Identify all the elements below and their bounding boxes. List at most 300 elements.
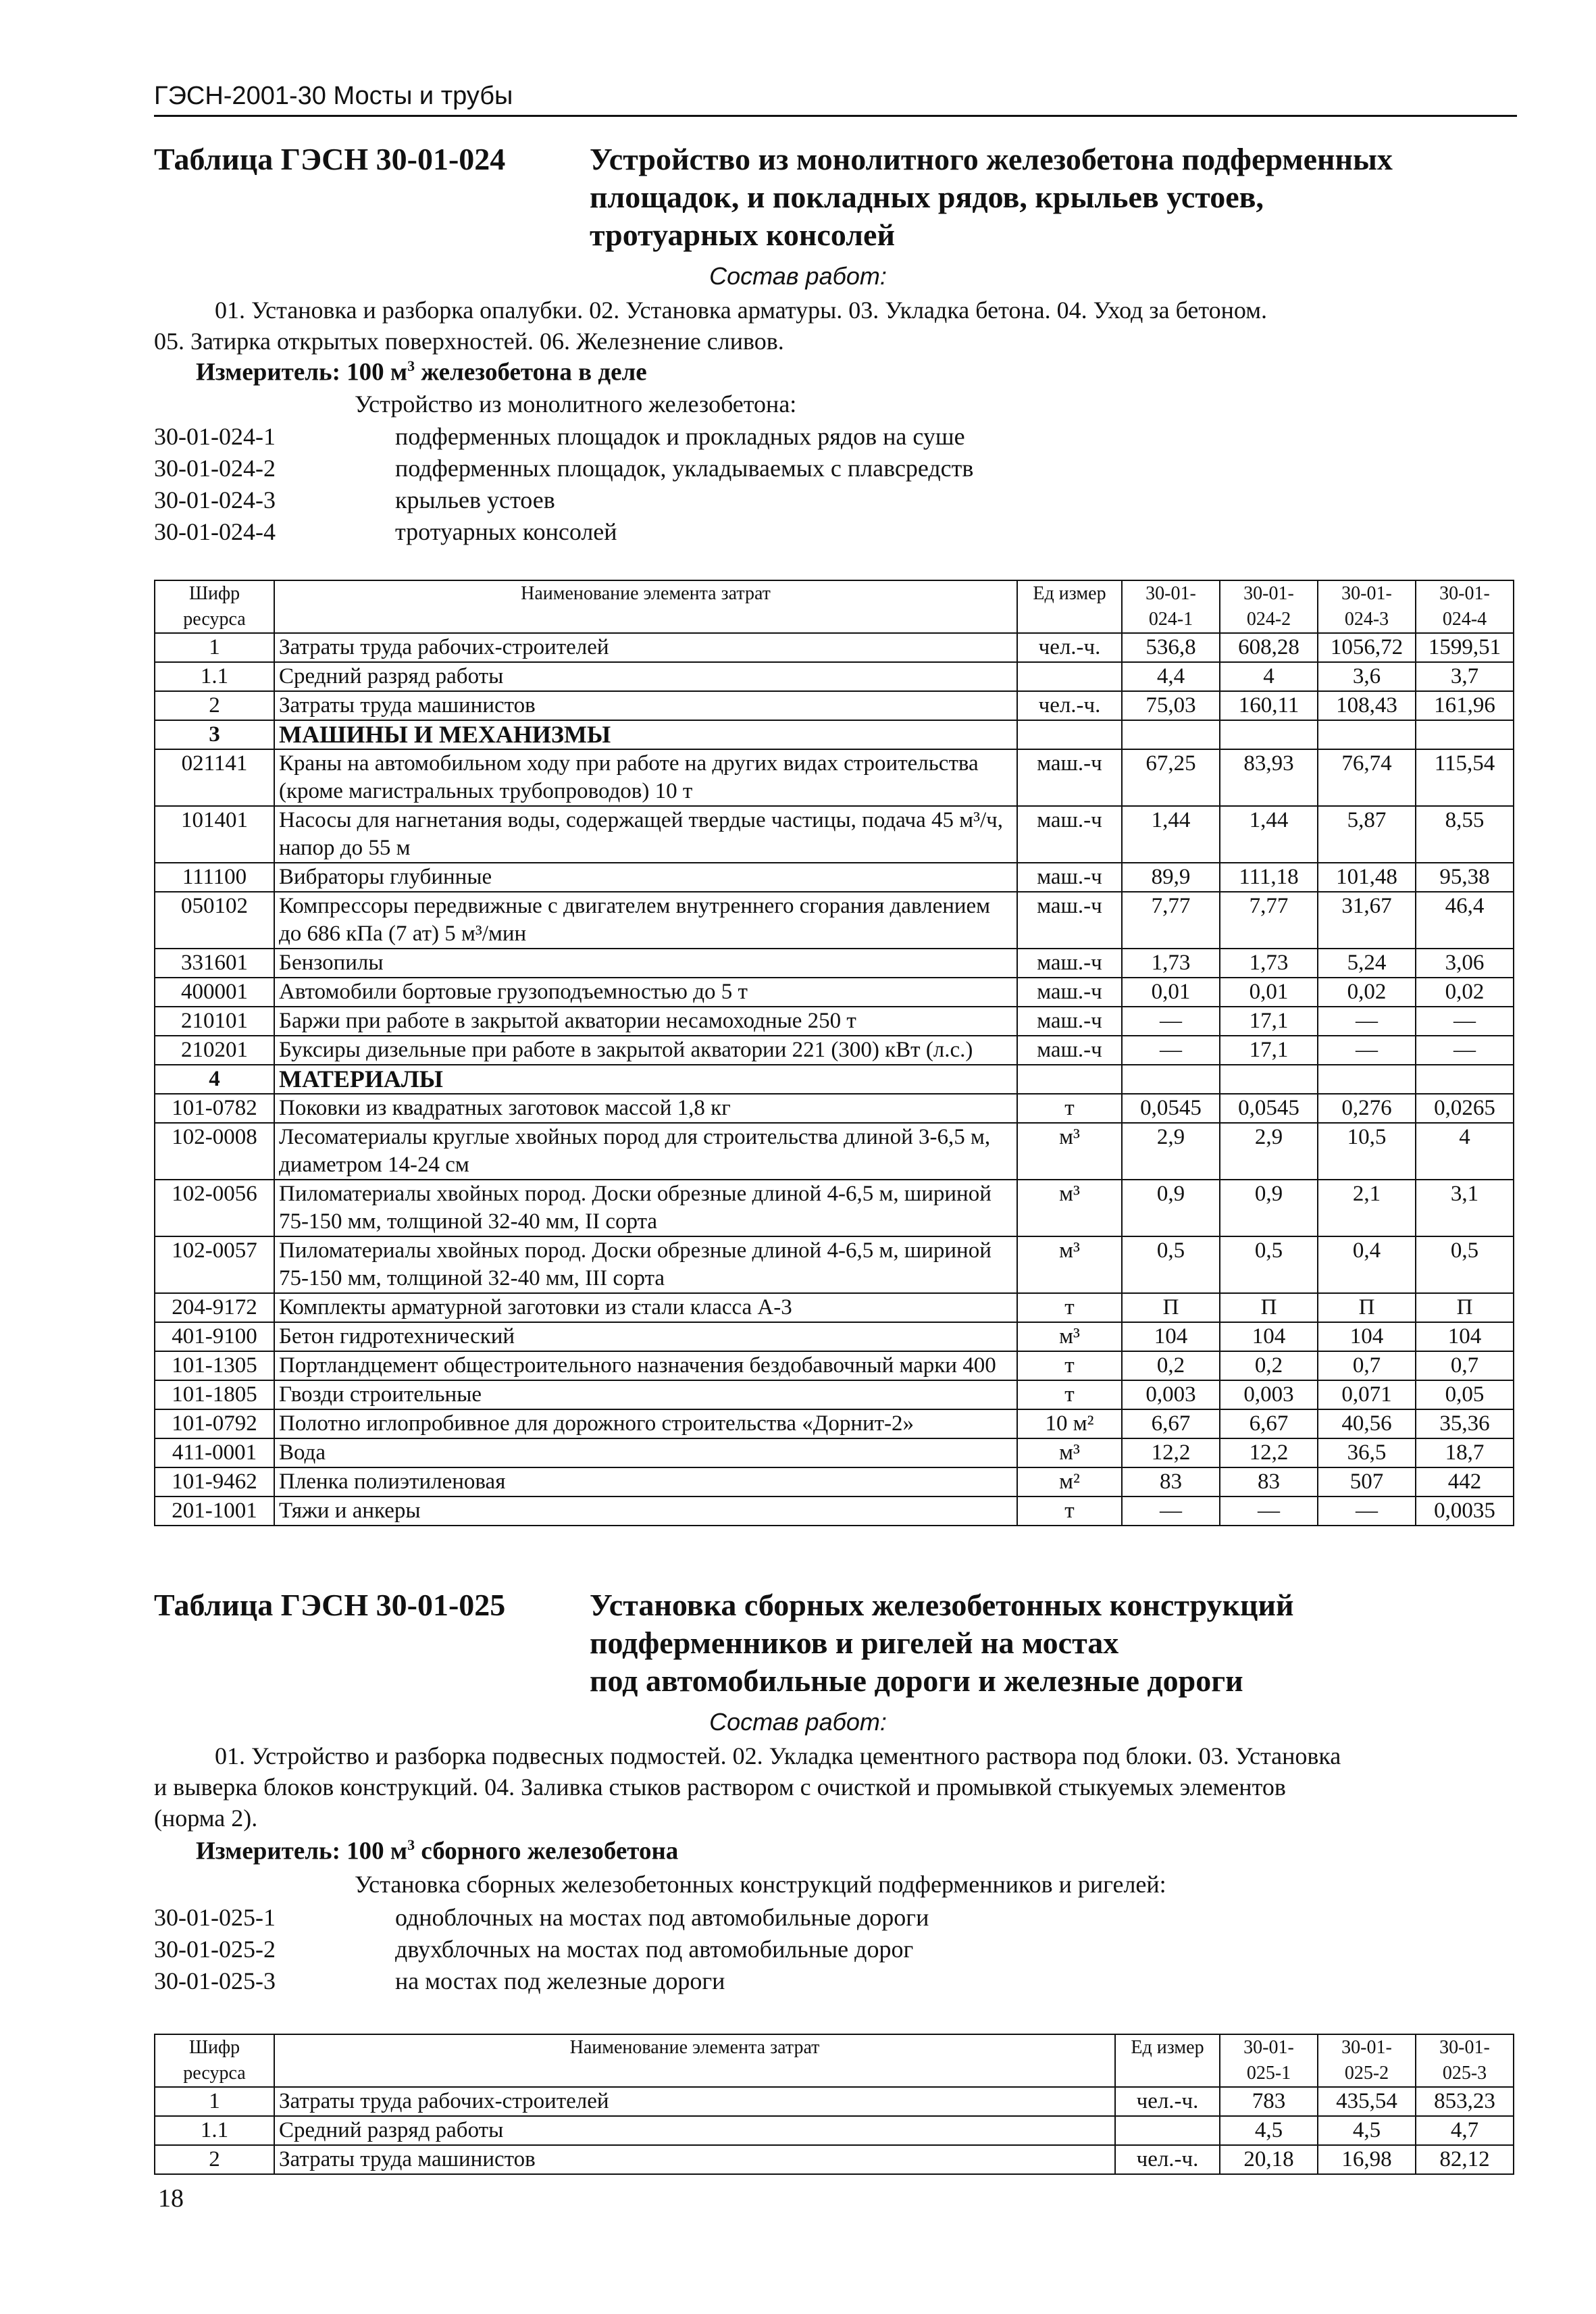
value-cell: 4,7 xyxy=(1416,2116,1514,2145)
value-cell: 108,43 xyxy=(1318,691,1416,720)
value-cell: 0,9 xyxy=(1220,1180,1318,1236)
header-col xyxy=(1122,580,1220,633)
table-row xyxy=(155,1351,1514,1380)
value-cell: 160,11 xyxy=(1220,691,1318,720)
value-cell: — xyxy=(1220,1496,1318,1526)
value-cell: 1056,72 xyxy=(1318,633,1416,662)
unit-cell: чел.-ч. xyxy=(1017,633,1122,662)
value-cell: 7,77 xyxy=(1220,892,1318,949)
value-cell: — xyxy=(1416,1007,1514,1036)
value-cell: 104 xyxy=(1220,1322,1318,1351)
value-cell: 83 xyxy=(1220,1467,1318,1496)
value-cell: 4 xyxy=(1416,1123,1514,1180)
header-name: Наименование элемента затрат xyxy=(274,580,1017,633)
table2-sostav: Состав работ: xyxy=(709,1708,887,1736)
value-cell: 101,48 xyxy=(1318,863,1416,892)
resource-code: 210201 xyxy=(155,1036,274,1065)
header-col-l2: 025-1 xyxy=(1246,2063,1291,2084)
value-cell: 1,73 xyxy=(1122,949,1220,978)
resource-code: 102-0056 xyxy=(155,1180,274,1236)
cost-element-name: Портландцемент общестроительного назначения бездобавочный марки 400 xyxy=(274,1351,1017,1380)
resource-code: 4 xyxy=(155,1065,274,1094)
section-title: МАШИНЫ И МЕХАНИЗМЫ xyxy=(274,720,1017,749)
header-code-l2: ресурса xyxy=(183,609,246,630)
value-cell: 111,18 xyxy=(1220,863,1318,892)
value-cell xyxy=(1220,1065,1318,1094)
table1-sostav: Состав работ: xyxy=(709,262,887,290)
table1-measure xyxy=(196,357,647,386)
header-col-l1: 30-01- xyxy=(1243,2037,1294,2058)
unit-cell: маш.-ч xyxy=(1017,1007,1122,1036)
table1-works-line: 05. Затирка открытых поверхностей. 06. Железнение сливов. xyxy=(154,328,784,355)
table1-caption xyxy=(590,141,1535,254)
unit-cell: маш.-ч xyxy=(1017,1036,1122,1065)
table2-caption-line: Установка сборных железобетонных конструкций xyxy=(590,1588,1294,1622)
value-cell: — xyxy=(1122,1036,1220,1065)
resource-code: 101-1805 xyxy=(155,1380,274,1409)
unit-cell: т xyxy=(1017,1496,1122,1526)
resource-code: 102-0057 xyxy=(155,1236,274,1293)
unit-cell xyxy=(1017,720,1122,749)
resource-code: 050102 xyxy=(155,892,274,949)
value-cell: П xyxy=(1122,1293,1220,1322)
value-cell: 17,1 xyxy=(1220,1036,1318,1065)
value-cell: 0,003 xyxy=(1122,1380,1220,1409)
value-cell: 0,01 xyxy=(1122,978,1220,1007)
value-cell: 40,56 xyxy=(1318,1409,1416,1438)
unit-cell: т xyxy=(1017,1094,1122,1123)
code: 30-01-025-1 xyxy=(154,1904,276,1931)
value-cell: 608,28 xyxy=(1220,633,1318,662)
header-col-l2: 025-2 xyxy=(1344,2063,1389,2084)
cost-element-name: Насосы для нагнетания воды, содержащей твердые частицы, подача 45 м³/ч, напор до 55 м xyxy=(274,806,1017,863)
resource-code: 3 xyxy=(155,720,274,749)
table1-measure-sup: 3 xyxy=(407,357,415,374)
header-col-l1: 30-01- xyxy=(1439,2037,1490,2058)
resource-code: 210101 xyxy=(155,1007,274,1036)
value-cell: — xyxy=(1122,1007,1220,1036)
code: 30-01-025-3 xyxy=(154,1967,276,1994)
unit-cell: чел.-ч. xyxy=(1115,2145,1220,2174)
table2-measure-sup: 3 xyxy=(407,1836,415,1853)
table1-caption-line: тротуарных консолей xyxy=(590,218,895,252)
header-col-l1: 30-01- xyxy=(1243,583,1294,604)
resource-code: 101-1305 xyxy=(155,1351,274,1380)
value-cell: 7,77 xyxy=(1122,892,1220,949)
cost-element-name: Бетон гидротехнический xyxy=(274,1322,1017,1351)
table-row xyxy=(155,1380,1514,1409)
value-cell: 20,18 xyxy=(1220,2145,1318,2174)
resource-code: 101-0792 xyxy=(155,1409,274,1438)
value-cell: 161,96 xyxy=(1416,691,1514,720)
value-cell xyxy=(1318,720,1416,749)
table-row xyxy=(155,749,1514,806)
unit-cell: маш.-ч xyxy=(1017,892,1122,949)
table1-grid xyxy=(154,580,1514,1526)
value-cell: 36,5 xyxy=(1318,1438,1416,1467)
value-cell: 0,071 xyxy=(1318,1380,1416,1409)
value-cell: 8,55 xyxy=(1416,806,1514,863)
value-cell: П xyxy=(1318,1293,1416,1322)
header-col xyxy=(1220,2034,1318,2087)
table-row xyxy=(155,1094,1514,1123)
value-cell: 0,5 xyxy=(1122,1236,1220,1293)
table-row xyxy=(155,978,1514,1007)
value-cell: 83 xyxy=(1122,1467,1220,1496)
table-row xyxy=(155,1293,1514,1322)
value-cell: — xyxy=(1318,1496,1416,1526)
table2-caption xyxy=(590,1586,1535,1700)
table-row xyxy=(155,691,1514,720)
header-col xyxy=(1318,580,1416,633)
resource-code: 401-9100 xyxy=(155,1322,274,1351)
table-row xyxy=(155,1180,1514,1236)
table2-measure xyxy=(196,1836,678,1865)
table2-works-line: и выверка блоков конструкций. 04. Заливка стыков раствором с очисткой и промывкой стыкуемых элементов xyxy=(154,1774,1286,1801)
value-cell: 853,23 xyxy=(1416,2087,1514,2116)
header-unit: Ед измер xyxy=(1017,580,1122,633)
table2-label: Таблица ГЭСН 30-01-025 xyxy=(154,1588,506,1622)
resource-code: 101401 xyxy=(155,806,274,863)
table-row xyxy=(155,1438,1514,1467)
unit-cell xyxy=(1017,1065,1122,1094)
cost-element-name: Пленка полиэтиленовая xyxy=(274,1467,1017,1496)
value-cell xyxy=(1416,720,1514,749)
value-cell: 0,003 xyxy=(1220,1380,1318,1409)
table1-measure-suffix: железобетона в деле xyxy=(415,358,647,386)
value-cell: 95,38 xyxy=(1416,863,1514,892)
code-desc: одноблочных на мостах под автомобильные дороги xyxy=(395,1904,929,1931)
resource-code: 101-0782 xyxy=(155,1094,274,1123)
code: 30-01-024-3 xyxy=(154,486,276,513)
cost-element-name: Гвозди строительные xyxy=(274,1380,1017,1409)
cost-element-name: Затраты труда рабочих-строителей xyxy=(274,2087,1115,2116)
code-desc: крыльев устоев xyxy=(395,486,555,513)
header-col-l2: 024-2 xyxy=(1246,609,1291,630)
unit-cell: м³ xyxy=(1017,1236,1122,1293)
resource-code: 2 xyxy=(155,2145,274,2174)
resource-code: 1 xyxy=(155,2087,274,2116)
value-cell: 3,06 xyxy=(1416,949,1514,978)
table2-measure-prefix: Измеритель: 100 м xyxy=(196,1837,408,1865)
table-row xyxy=(155,662,1514,691)
header-code xyxy=(155,2034,274,2087)
table2-works-line: (норма 2). xyxy=(154,1805,258,1832)
table2-caption-line: подферменников и ригелей на мостах xyxy=(590,1626,1119,1660)
value-cell: 0,276 xyxy=(1318,1094,1416,1123)
unit-cell: маш.-ч xyxy=(1017,749,1122,806)
value-cell: 4,4 xyxy=(1122,662,1220,691)
value-cell: 0,02 xyxy=(1416,978,1514,1007)
value-cell: 76,74 xyxy=(1318,749,1416,806)
table-row xyxy=(155,2087,1514,2116)
value-cell: П xyxy=(1220,1293,1318,1322)
table2-works xyxy=(154,1740,1517,1834)
value-cell: 0,4 xyxy=(1318,1236,1416,1293)
value-cell: 31,67 xyxy=(1318,892,1416,949)
resource-code: 1.1 xyxy=(155,2116,274,2145)
table2-works-line: 01. Устройство и разборка подвесных подмостей. 02. Укладка цементного раствора под блоки. 03. Установка xyxy=(215,1742,1341,1769)
value-cell: 104 xyxy=(1122,1322,1220,1351)
value-cell: 0,7 xyxy=(1416,1351,1514,1380)
value-cell: 18,7 xyxy=(1416,1438,1514,1467)
value-cell: — xyxy=(1416,1036,1514,1065)
value-cell: 12,2 xyxy=(1220,1438,1318,1467)
code: 30-01-025-2 xyxy=(154,1936,276,1963)
header-unit: Ед измер xyxy=(1115,2034,1220,2087)
section-row xyxy=(155,720,1514,749)
value-cell: 0,7 xyxy=(1318,1351,1416,1380)
cost-element-name: Средний разряд работы xyxy=(274,662,1017,691)
value-cell: 17,1 xyxy=(1220,1007,1318,1036)
table-row xyxy=(155,949,1514,978)
value-cell: 0,02 xyxy=(1318,978,1416,1007)
value-cell: 1,73 xyxy=(1220,949,1318,978)
resource-code: 201-1001 xyxy=(155,1496,274,1526)
table1-works xyxy=(154,295,1517,357)
unit-cell: маш.-ч xyxy=(1017,978,1122,1007)
unit-cell: маш.-ч xyxy=(1017,806,1122,863)
header-col xyxy=(1318,2034,1416,2087)
cost-element-name: Бензопилы xyxy=(274,949,1017,978)
value-cell: 0,5 xyxy=(1416,1236,1514,1293)
unit-cell: 10 м² xyxy=(1017,1409,1122,1438)
value-cell: 67,25 xyxy=(1122,749,1220,806)
unit-cell: м³ xyxy=(1017,1180,1122,1236)
value-cell: 46,4 xyxy=(1416,892,1514,949)
unit-cell: м² xyxy=(1017,1467,1122,1496)
code-desc: тротуарных консолей xyxy=(395,518,617,545)
cost-element-name: Полотно иглопробивное для дорожного строительства «Дорнит-2» xyxy=(274,1409,1017,1438)
value-cell: 2,9 xyxy=(1220,1123,1318,1180)
cost-element-name: Вода xyxy=(274,1438,1017,1467)
resource-code: 102-0008 xyxy=(155,1123,274,1180)
resource-code: 1 xyxy=(155,633,274,662)
value-cell: 3,6 xyxy=(1318,662,1416,691)
code: 30-01-024-4 xyxy=(154,518,276,545)
cost-element-name: Пиломатериалы хвойных пород. Доски обрезные длиной 4-6,5 м, шириной 75-150 мм, толщиной 32-40 мм, III сорта xyxy=(274,1236,1017,1293)
unit-cell: чел.-ч. xyxy=(1017,691,1122,720)
unit-cell xyxy=(1115,2116,1220,2145)
table2-measure-suffix: сборного железобетона xyxy=(415,1837,679,1865)
table1-caption-line: Устройство из монолитного железобетона подферменных xyxy=(590,142,1393,176)
table-row xyxy=(155,1236,1514,1293)
value-cell: 0,2 xyxy=(1220,1351,1318,1380)
unit-cell: т xyxy=(1017,1380,1122,1409)
header-col xyxy=(1416,580,1514,633)
value-cell: 0,0035 xyxy=(1416,1496,1514,1526)
value-cell: 82,12 xyxy=(1416,2145,1514,2174)
value-cell: П xyxy=(1416,1293,1514,1322)
running-header xyxy=(154,80,1517,117)
table-row xyxy=(155,1123,1514,1180)
code: 30-01-024-1 xyxy=(154,423,276,450)
cost-element-name: Автомобили бортовые грузоподъемностью до 5 т xyxy=(274,978,1017,1007)
value-cell: 75,03 xyxy=(1122,691,1220,720)
unit-cell: маш.-ч xyxy=(1017,863,1122,892)
value-cell: — xyxy=(1318,1007,1416,1036)
value-cell: 1,44 xyxy=(1220,806,1318,863)
value-cell: 16,98 xyxy=(1318,2145,1416,2174)
table1-works-line: 01. Установка и разборка опалубки. 02. Установка арматуры. 03. Укладка бетона. 04. Уход за бетоном. xyxy=(215,297,1268,324)
header-col-l2: 024-3 xyxy=(1344,609,1389,630)
cost-element-name: Компрессоры передвижные с двигателем внутреннего сгорания давлением до 686 кПа (7 ат) 5 м³/мин xyxy=(274,892,1017,949)
value-cell: 0,2 xyxy=(1122,1351,1220,1380)
value-cell: 1599,51 xyxy=(1416,633,1514,662)
running-header-text: ГЭСН-2001-30 Мосты и трубы xyxy=(154,82,513,110)
unit-cell: чел.-ч. xyxy=(1115,2087,1220,2116)
value-cell: 2,9 xyxy=(1122,1123,1220,1180)
header-code xyxy=(155,580,274,633)
cost-element-name: Затраты труда машинистов xyxy=(274,2145,1115,2174)
table-row xyxy=(155,1036,1514,1065)
section-title: МАТЕРИАЛЫ xyxy=(274,1065,1017,1094)
header-col-l2: 025-3 xyxy=(1442,2063,1487,2084)
value-cell: 435,54 xyxy=(1318,2087,1416,2116)
value-cell: 442 xyxy=(1416,1467,1514,1496)
value-cell: 4,5 xyxy=(1220,2116,1318,2145)
resource-code: 2 xyxy=(155,691,274,720)
table-row xyxy=(155,633,1514,662)
value-cell: 536,8 xyxy=(1122,633,1220,662)
unit-cell: маш.-ч xyxy=(1017,949,1122,978)
table1-caption-line: площадок, и покладных рядов, крыльев устоев, xyxy=(590,180,1264,214)
resource-code: 111100 xyxy=(155,863,274,892)
value-cell: 104 xyxy=(1416,1322,1514,1351)
code-desc: подферменных площадок, укладываемых с плавсредств xyxy=(395,455,974,482)
value-cell: 4 xyxy=(1220,662,1318,691)
cost-element-name: Краны на автомобильном ходу при работе на других видах строительства (кроме магистральных трубопроводов) 10 т xyxy=(274,749,1017,806)
header-col xyxy=(1416,2034,1514,2087)
value-cell: 5,87 xyxy=(1318,806,1416,863)
value-cell: — xyxy=(1318,1036,1416,1065)
cost-element-name: Затраты труда рабочих-строителей xyxy=(274,633,1017,662)
unit-cell: м³ xyxy=(1017,1322,1122,1351)
value-cell xyxy=(1318,1065,1416,1094)
value-cell xyxy=(1122,1065,1220,1094)
resource-code: 400001 xyxy=(155,978,274,1007)
table1-lead: Устройство из монолитного железобетона: xyxy=(355,391,797,418)
unit-cell: м³ xyxy=(1017,1438,1122,1467)
value-cell xyxy=(1416,1065,1514,1094)
code-desc: двухблочных на мостах под автомобильные дорог xyxy=(395,1936,914,1963)
value-cell: 507 xyxy=(1318,1467,1416,1496)
cost-element-name: Затраты труда машинистов xyxy=(274,691,1017,720)
table2-caption-line: под автомобильные дороги и железные дороги xyxy=(590,1663,1243,1698)
table-header-row xyxy=(155,2034,1514,2087)
unit-cell: м³ xyxy=(1017,1123,1122,1180)
table1-label: Таблица ГЭСН 30-01-024 xyxy=(154,142,506,176)
table-row xyxy=(155,1496,1514,1526)
table-row xyxy=(155,892,1514,949)
header-code-l1: Шифр xyxy=(188,583,240,604)
value-cell: 35,36 xyxy=(1416,1409,1514,1438)
table-header-row xyxy=(155,580,1514,633)
table1-measure-prefix: Измеритель: 100 м xyxy=(196,358,408,386)
value-cell: 5,24 xyxy=(1318,949,1416,978)
value-cell: 2,1 xyxy=(1318,1180,1416,1236)
header-col-l2: 024-1 xyxy=(1148,609,1193,630)
cost-element-name: Тяжи и анкеры xyxy=(274,1496,1017,1526)
resource-code: 331601 xyxy=(155,949,274,978)
value-cell xyxy=(1122,720,1220,749)
table-row xyxy=(155,1007,1514,1036)
table-row xyxy=(155,863,1514,892)
resource-code: 021141 xyxy=(155,749,274,806)
value-cell: 0,0545 xyxy=(1122,1094,1220,1123)
header-col xyxy=(1220,580,1318,633)
section-row xyxy=(155,1065,1514,1094)
header-col-l1: 30-01- xyxy=(1341,2037,1392,2058)
header-col-l1: 30-01- xyxy=(1341,583,1392,604)
value-cell: 6,67 xyxy=(1122,1409,1220,1438)
value-cell: 0,0545 xyxy=(1220,1094,1318,1123)
value-cell: 3,1 xyxy=(1416,1180,1514,1236)
unit-cell: т xyxy=(1017,1293,1122,1322)
value-cell: 6,67 xyxy=(1220,1409,1318,1438)
table-row xyxy=(155,1467,1514,1496)
unit-cell: т xyxy=(1017,1351,1122,1380)
value-cell: 0,5 xyxy=(1220,1236,1318,1293)
resource-code: 204-9172 xyxy=(155,1293,274,1322)
value-cell: 0,05 xyxy=(1416,1380,1514,1409)
unit-cell xyxy=(1017,662,1122,691)
cost-element-name: Баржи при работе в закрытой акватории несамоходные 250 т xyxy=(274,1007,1017,1036)
header-code-l1: Шифр xyxy=(188,2037,240,2058)
cost-element-name: Средний разряд работы xyxy=(274,2116,1115,2145)
cost-element-name: Комплекты арматурной заготовки из стали класса А-3 xyxy=(274,1293,1017,1322)
table-row xyxy=(155,1322,1514,1351)
code: 30-01-024-2 xyxy=(154,455,276,482)
cost-element-name: Лесоматериалы круглые хвойных пород для строительства длиной 3-6,5 м, диаметром 14-24 см xyxy=(274,1123,1017,1180)
value-cell: 104 xyxy=(1318,1322,1416,1351)
value-cell: 783 xyxy=(1220,2087,1318,2116)
resource-code: 411-0001 xyxy=(155,1438,274,1467)
header-col-l1: 30-01- xyxy=(1145,583,1196,604)
resource-code: 1.1 xyxy=(155,662,274,691)
value-cell xyxy=(1220,720,1318,749)
header-code-l2: ресурса xyxy=(183,2063,246,2084)
cost-element-name: Буксиры дизельные при работе в закрытой акватории 221 (300) кВт (л.с.) xyxy=(274,1036,1017,1065)
cost-element-name: Пиломатериалы хвойных пород. Доски обрезные длиной 4-6,5 м, шириной 75-150 мм, толщиной 32-40 мм, II сорта xyxy=(274,1180,1017,1236)
value-cell: 0,9 xyxy=(1122,1180,1220,1236)
value-cell: 83,93 xyxy=(1220,749,1318,806)
value-cell: 89,9 xyxy=(1122,863,1220,892)
value-cell: 115,54 xyxy=(1416,749,1514,806)
table-row xyxy=(155,1409,1514,1438)
page-number: 18 xyxy=(158,2184,184,2213)
header-col-l2: 024-4 xyxy=(1442,609,1487,630)
value-cell: 4,5 xyxy=(1318,2116,1416,2145)
resource-code: 101-9462 xyxy=(155,1467,274,1496)
header-name: Наименование элемента затрат xyxy=(274,2034,1115,2087)
cost-element-name: Вибраторы глубинные xyxy=(274,863,1017,892)
table-row xyxy=(155,806,1514,863)
value-cell: 0,0265 xyxy=(1416,1094,1514,1123)
value-cell: 0,01 xyxy=(1220,978,1318,1007)
code-desc: на мостах под железные дороги xyxy=(395,1967,725,1994)
cost-element-name: Поковки из квадратных заготовок массой 1,8 кг xyxy=(274,1094,1017,1123)
value-cell: — xyxy=(1122,1496,1220,1526)
value-cell: 10,5 xyxy=(1318,1123,1416,1180)
table2-lead: Установка сборных железобетонных конструкций подферменников и ригелей: xyxy=(355,1871,1166,1898)
value-cell: 3,7 xyxy=(1416,662,1514,691)
table-row xyxy=(155,2116,1514,2145)
code-desc: подферменных площадок и прокладных рядов на суше xyxy=(395,423,965,450)
table-row xyxy=(155,2145,1514,2174)
value-cell: 1,44 xyxy=(1122,806,1220,863)
header-col-l1: 30-01- xyxy=(1439,583,1490,604)
